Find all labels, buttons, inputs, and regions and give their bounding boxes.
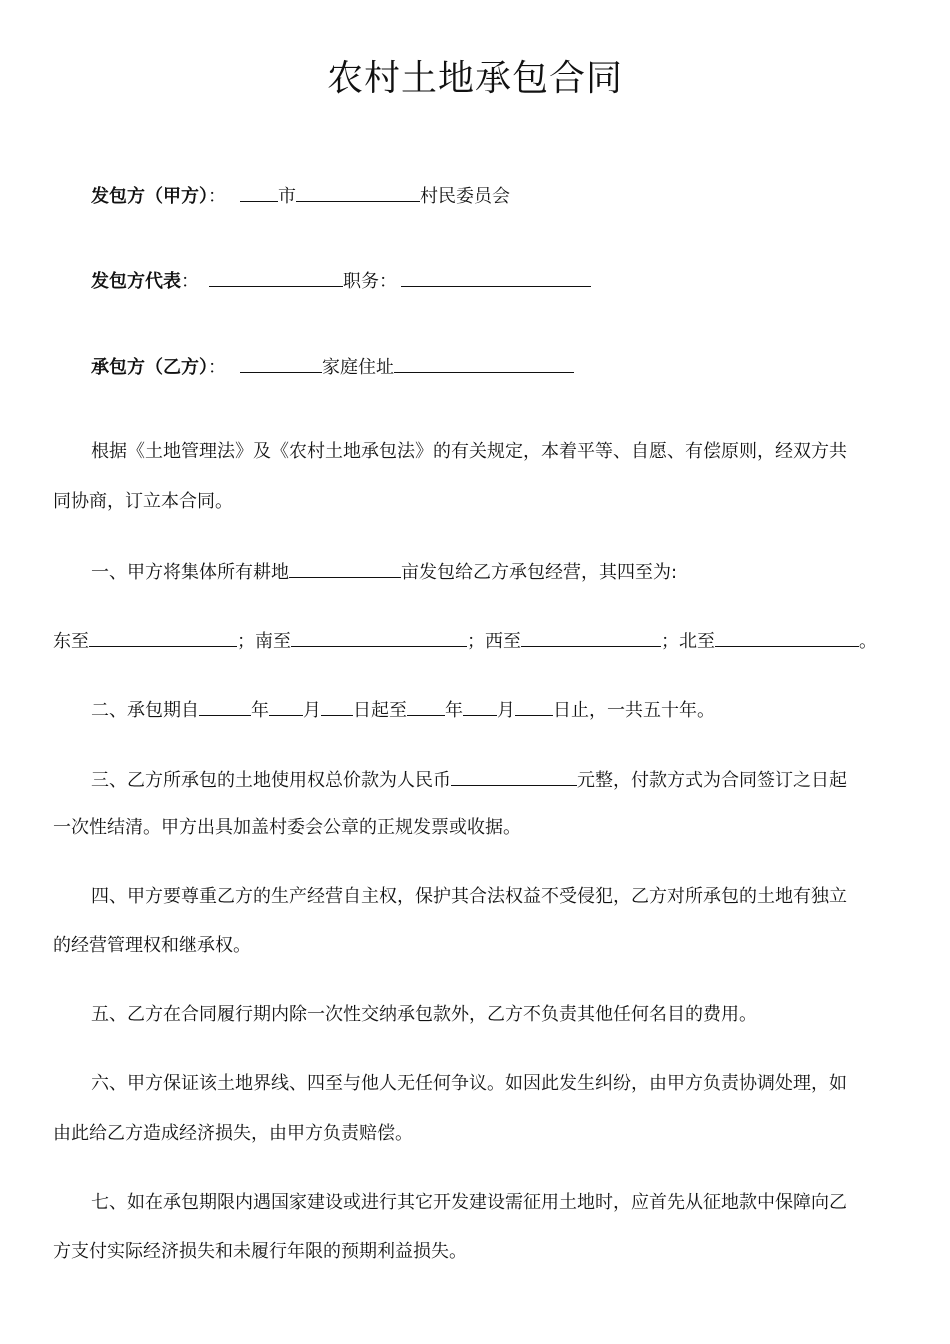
end-year-blank[interactable]: [407, 695, 445, 716]
east-label: 东至: [53, 631, 89, 652]
start-year-blank[interactable]: [199, 695, 251, 716]
clause-3-prefix: 三、乙方所承包的土地使用权总价款为人民币: [91, 770, 451, 791]
south-blank[interactable]: [291, 626, 467, 647]
party-b-label: 承包方（乙方）: [91, 357, 208, 378]
clause-3-line-2: 一次性结清。甲方出具加盖村委会公章的正规发票或收据。: [53, 817, 521, 838]
clause-6-line-1: 六、甲方保证该土地界线、四至与他人无任何争议。如因此发生纠纷，由甲方负责协调处理，如: [91, 1073, 847, 1094]
clause-2-line: [91, 695, 715, 725]
area-blank[interactable]: [289, 557, 401, 578]
representative-line: [91, 266, 591, 296]
rep-position: 职务：: [343, 271, 397, 292]
party-b-colon: ：: [208, 357, 226, 378]
clause-6-line-2: 由此给乙方造成经济损失，由甲方负责赔偿。: [53, 1123, 413, 1144]
start-day-blank[interactable]: [321, 695, 353, 716]
document-title: 农村土地承包合同: [326, 58, 623, 99]
west-label: ；西至: [467, 631, 521, 652]
west-blank[interactable]: [521, 626, 661, 647]
day-label-1: 日起至: [353, 700, 407, 721]
east-blank[interactable]: [89, 626, 237, 647]
clause-7-line-2: 方支付实际经济损失和未履行年限的预期利益损失。: [53, 1241, 467, 1262]
clause-7-line-1: 七、如在承包期限内遇国家建设或进行其它开发建设需征用土地时，应首先从征地款中保障向乙: [91, 1192, 847, 1213]
north-blank[interactable]: [715, 626, 859, 647]
clause-3-line-1: [91, 765, 847, 795]
preamble-line-2: 同协商，订立本合同。: [53, 491, 233, 512]
year-label-1: 年: [251, 700, 269, 721]
clause-2-prefix: 二、承包期自: [91, 700, 199, 721]
clause-1-line-1: [91, 557, 677, 587]
price-blank[interactable]: [451, 765, 577, 786]
end-month-blank[interactable]: [463, 695, 497, 716]
month-label-2: 月: [497, 700, 515, 721]
clause-5-line-1: 五、乙方在合同履行期内除一次性交纳承包款外，乙方不负责其他任何名目的费用。: [91, 1004, 757, 1025]
party-b-line: [91, 352, 574, 382]
clause-1-suffix: 亩发包给乙方承包经营，其四至为:: [401, 562, 678, 583]
rep-label: 发包方代表: [91, 271, 181, 292]
boundaries-end: 。: [859, 631, 877, 652]
party-b-address: 家庭住址: [322, 357, 394, 378]
party-a-line: [91, 181, 510, 211]
clause-1-prefix: 一、甲方将集体所有耕地: [91, 562, 289, 583]
clause-4-line-1: 四、甲方要尊重乙方的生产经营自主权，保护其合法权益不受侵犯，乙方对所承包的土地有独立: [91, 886, 847, 907]
year-label-2: 年: [445, 700, 463, 721]
rep-position-blank[interactable]: [401, 266, 591, 287]
day-label-2: 日止，一共五十年。: [553, 700, 715, 721]
preamble-line-1: 根据《土地管理法》及《农村土地承包法》的有关规定，本着平等、自愿、有偿原则，经双方共: [91, 441, 847, 462]
party-a-committee: 村民委员会: [420, 186, 510, 207]
party-a-colon: ：: [208, 186, 226, 207]
north-label: ；北至: [661, 631, 715, 652]
month-label-1: 月: [303, 700, 321, 721]
clause-3-suffix: 元整，付款方式为合同签订之日起: [577, 770, 847, 791]
party-a-label: 发包方（甲方）: [91, 186, 208, 207]
party-b-name-blank[interactable]: [240, 352, 322, 373]
rep-colon: ：: [181, 271, 199, 292]
clause-4-line-2: 的经营管理权和继承权。: [53, 935, 251, 956]
clause-1-boundaries: [53, 626, 877, 656]
end-day-blank[interactable]: [515, 695, 553, 716]
party-a-city: 市: [278, 186, 296, 207]
rep-name-blank[interactable]: [209, 266, 343, 287]
address-blank[interactable]: [394, 352, 574, 373]
start-month-blank[interactable]: [269, 695, 303, 716]
south-label: ；南至: [237, 631, 291, 652]
village-blank[interactable]: [296, 181, 420, 202]
city-blank[interactable]: [240, 181, 278, 202]
